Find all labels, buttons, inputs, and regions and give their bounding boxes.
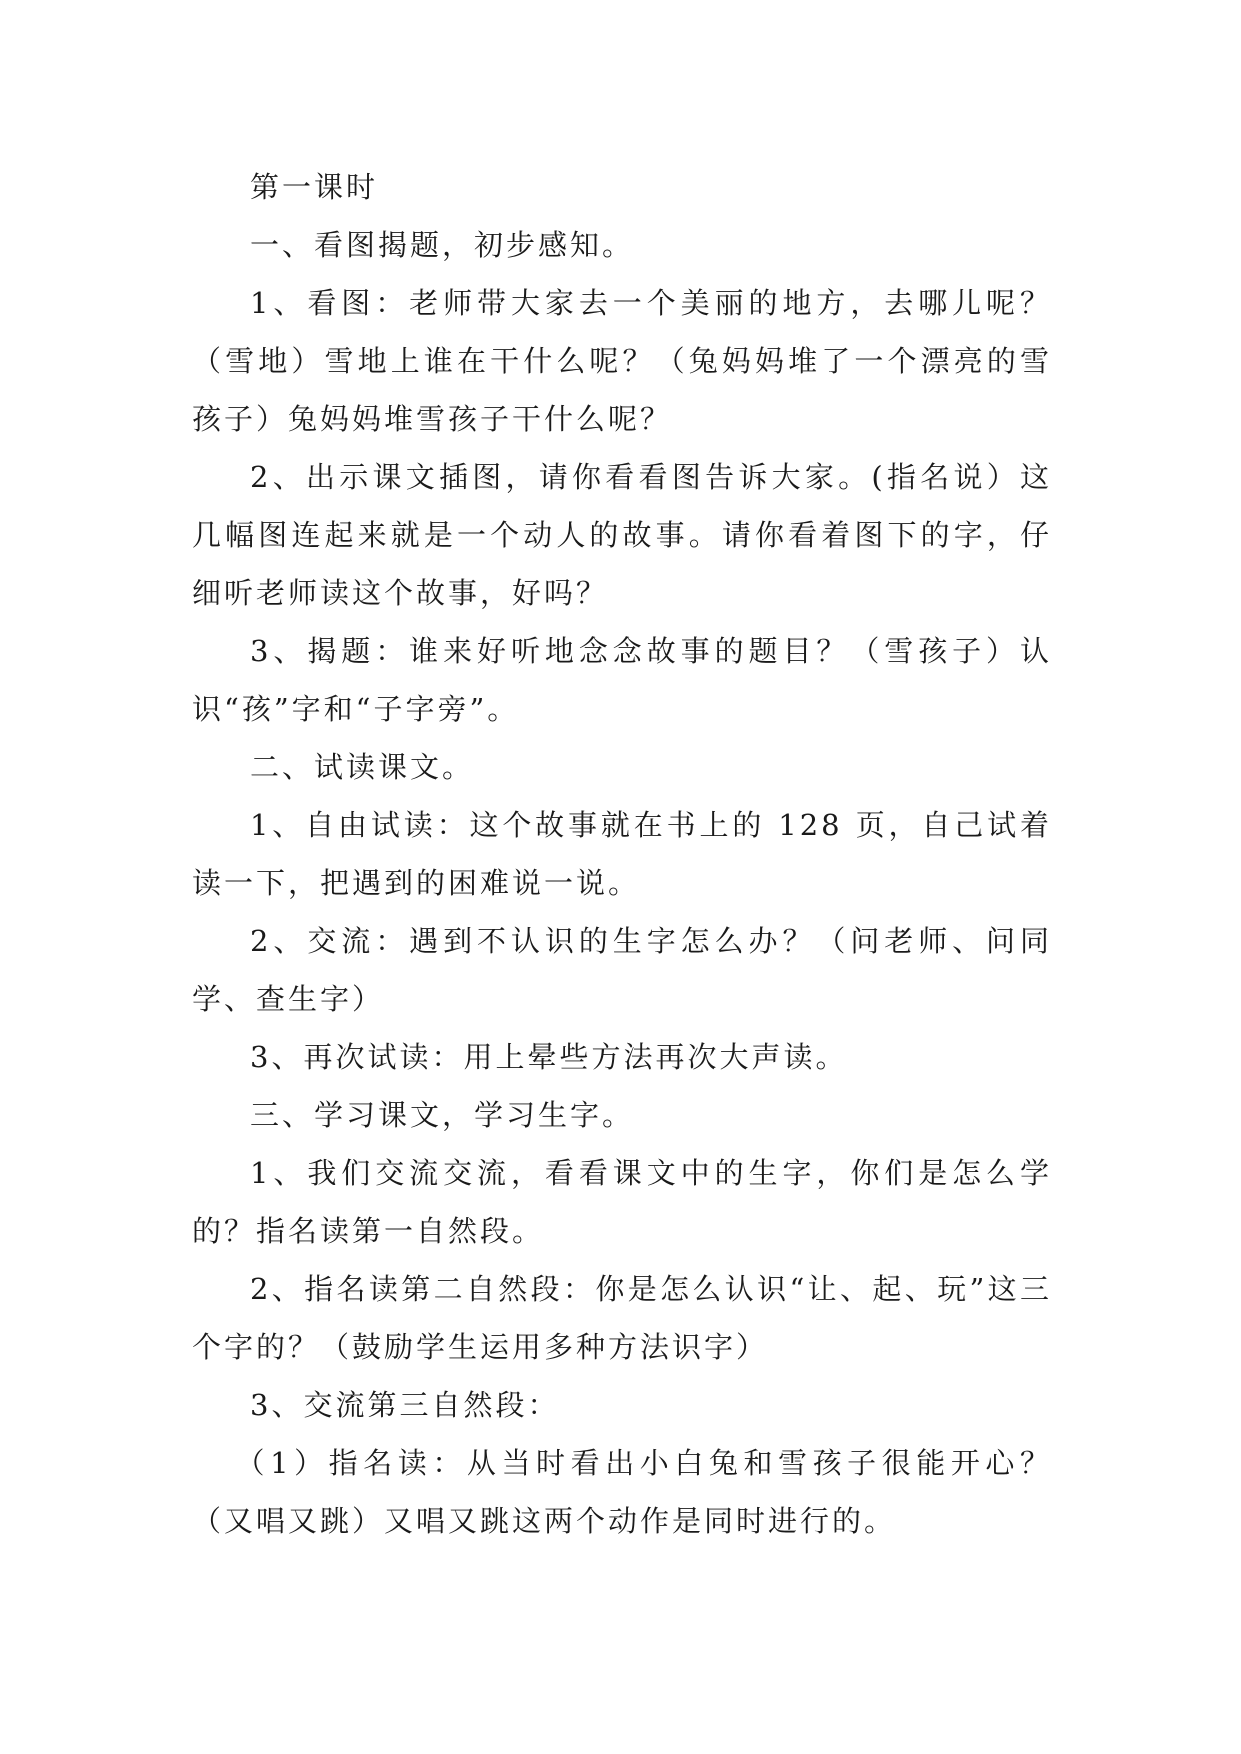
paragraph: 2、指名读第二自然段：你是怎么认识“让、起、玩”这三个字的？（鼓励学生运用多种方法识字） xyxy=(192,1272,1052,1364)
paragraph: 3、揭题：谁来好听地念念故事的题目？（雪孩子）认识“孩”字和“子字旁”。 xyxy=(192,634,1052,726)
document-body xyxy=(192,158,1052,1550)
sub-paragraph: （1）指名读：从当时看出小白兔和雪孩子很能开心？（又唱又跳）又唱又跳这两个动作是同时进行的。 xyxy=(192,1446,1052,1538)
paragraph: 1、自由试读：这个故事就在书上的 128 页，自己试着读一下，把遇到的困难说一说。 xyxy=(192,808,1052,900)
paragraph: 1、我们交流交流，看看课文中的生字，你们是怎么学的？指名读第一自然段。 xyxy=(192,1156,1052,1248)
section-heading-3: 三、学习课文，学习生字。 xyxy=(250,1098,635,1132)
paragraph: 3、交流第三自然段： xyxy=(250,1388,560,1422)
paragraph: 2、出示课文插图，请你看看图告诉大家。(指名说）这几幅图连起来就是一个动人的故事。请你看着图下的字，仔细听老师读这个故事，好吗？ xyxy=(192,460,1052,610)
paragraph: 2、交流：遇到不认识的生字怎么办？（问老师、问同学、查生字） xyxy=(192,924,1052,1016)
section-heading-1: 一、看图揭题，初步感知。 xyxy=(250,228,635,262)
paragraph: 1、看图：老师带大家去一个美丽的地方，去哪儿呢？（雪地）雪地上谁在干什么呢？（兔妈妈堆了一个漂亮的雪孩子）兔妈妈堆雪孩子干什么呢？ xyxy=(192,286,1052,436)
section-heading-2: 二、试读课文。 xyxy=(250,750,475,784)
lesson-heading: 第一课时 xyxy=(250,170,379,204)
paragraph: 3、再次试读：用上晕些方法再次大声读。 xyxy=(250,1040,848,1074)
